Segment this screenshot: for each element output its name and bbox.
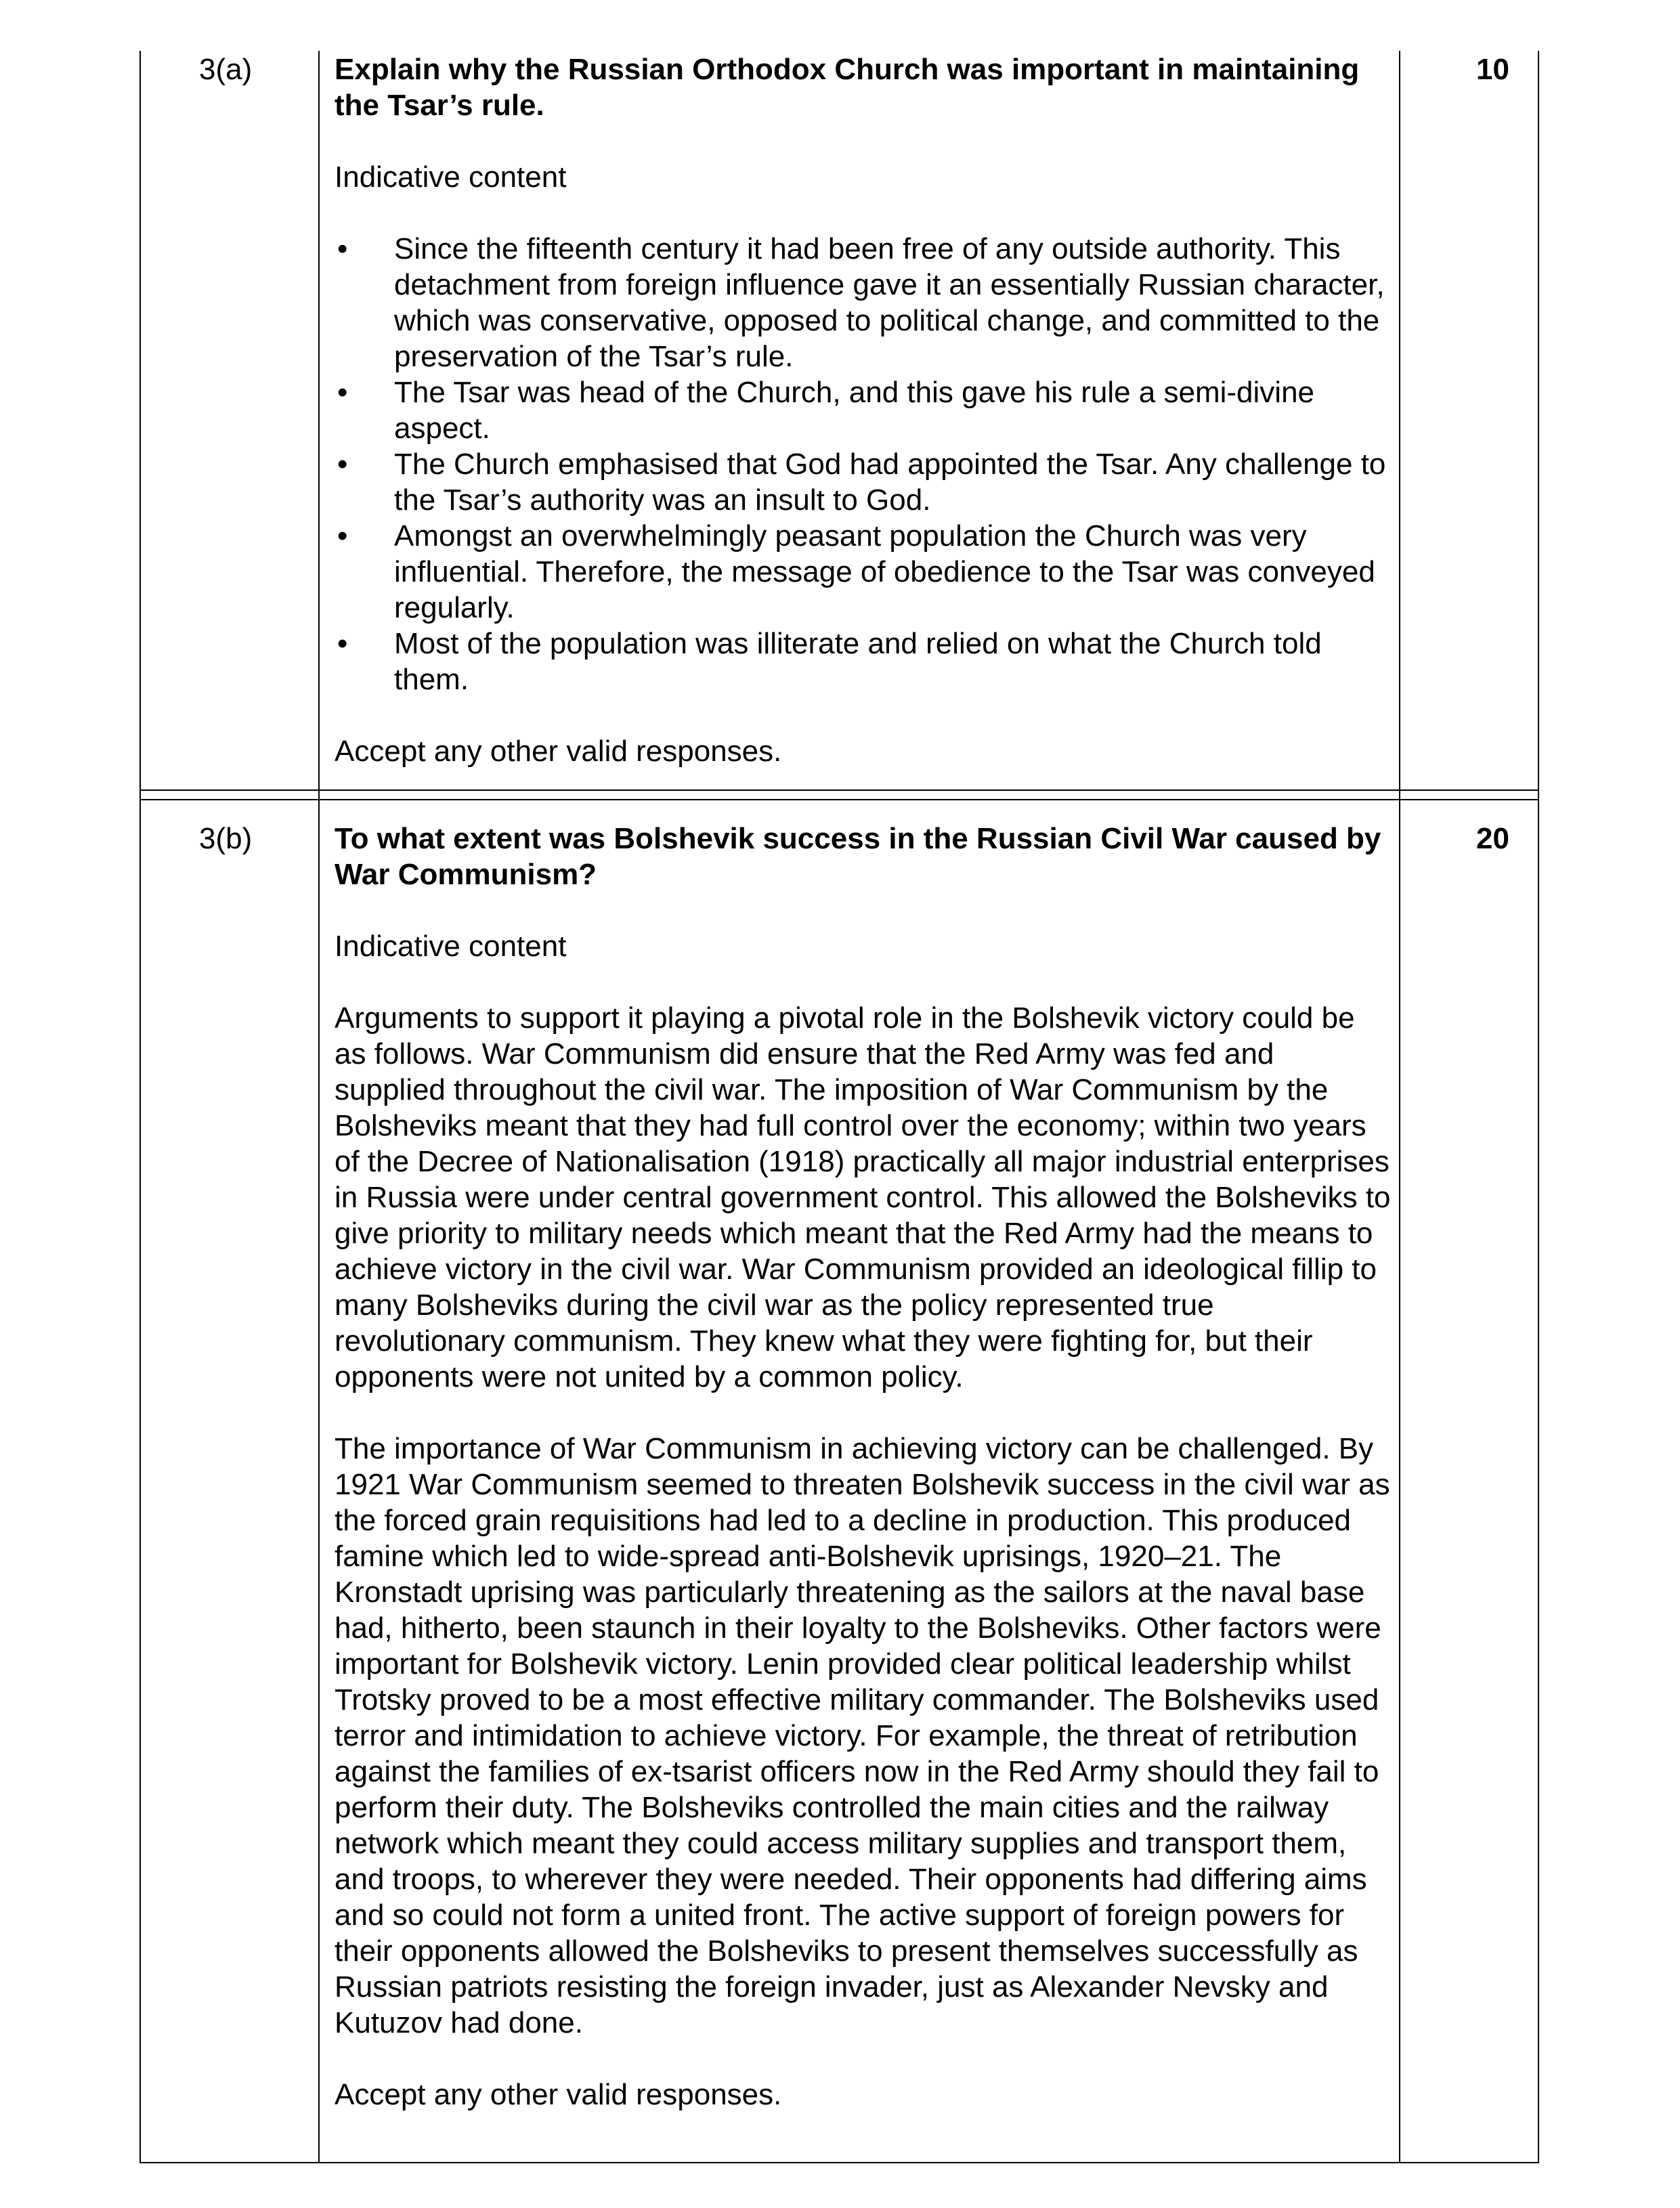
bullet-item: • The Tsar was head of the Church, and this gave his rule a semi-divine aspect. <box>337 376 1315 445</box>
table-border-bottom <box>139 2162 1539 2163</box>
question-content <box>335 51 1391 769</box>
bullet-icon: • <box>337 376 348 409</box>
answer-paragraph: The importance of War Communism in achieving victory can be challenged. By 1921 War Communism seemed to threaten Bolshevik success in the civil war as the forced grain requisitions had led to a decline in production. This produced famine which led to wide-spread anti-Bolshevik uprisings, 1920–21. The Kronstadt uprising was particularly threatening as the sailors at the naval base had, hitherto, been staunch in their loyalty to the Bolsheviks. Other factors were important for Bolshevik victory. Lenin provided clear political leadership whilst Trotsky proved to be a most effective military commander. The Bolsheviks used terror and intimidation to achieve victory. For example, the threat of retribution against the families of ex-tsarist officers now in the Red Army should they fail to perform their duty. The Bolsheviks controlled the main cities and the railway network which meant they could access military supplies and transport them, and troops, to wherever they were needed. Their opponents had differing aims and so could not form a united front. The active support of foreign powers for their opponents allowed the Bolsheviks to present themselves successfully as Russian patriots resisting the foreign invader, just as Alexander Nevsky and Kutuzov had done. <box>335 1432 1390 2039</box>
question-number: 3(b) <box>199 822 253 855</box>
indicative-content-label: Indicative content <box>335 160 567 194</box>
table-divider-2 <box>1399 51 1400 2163</box>
question-marks: 20 <box>1476 822 1509 855</box>
question-title: Explain why the Russian Orthodox Church was important in maintaining the Tsar’s rule. <box>335 53 1360 122</box>
bullet-item: • Amongst an overwhelmingly peasant population the Church was very influential. Therefore, the message of obedience to the Tsar was conveyed regularly. <box>337 519 1375 624</box>
bullet-icon: • <box>337 627 348 660</box>
question-marks: 10 <box>1476 53 1509 86</box>
closing-note: Accept any other valid responses. <box>335 735 782 768</box>
indicative-content-label: Indicative content <box>335 930 567 963</box>
bullet-icon: • <box>337 232 348 265</box>
closing-note: Accept any other valid responses. <box>335 2078 782 2111</box>
bullet-list <box>335 231 1391 697</box>
table-border-left <box>139 51 141 2163</box>
table-divider-1 <box>318 51 320 2163</box>
bullet-icon: • <box>337 448 348 481</box>
table-border-right <box>1538 51 1539 2163</box>
answer-paragraph: Arguments to support it playing a pivotal role in the Bolshevik victory could be as follows. War Communism did ensure that the Red Army was fed and supplied throughout the civil war. The imposition of War Communism by the Bolsheviks meant that they had full control over the economy; within two years of the Decree of Nationalisation (1918) practically all major industrial enterprises in Russia were under central government control. This allowed the Bolsheviks to give priority to military needs which meant that the Red Army had the means to achieve victory in the civil war. War Communism provided an ideological fillip to many Bolsheviks during the civil war as the policy represented true revolutionary communism. They knew what they were fighting for, but their opponents were not united by a common policy. <box>335 1001 1391 1393</box>
bullet-item: • The Church emphasised that God had appointed the Tsar. Any challenge to the Tsar’s authority was an insult to God. <box>337 448 1386 517</box>
bullet-icon: • <box>337 519 348 553</box>
bullet-item: • Since the fifteenth century it had been free of any outside authority. This detachment from foreign influence gave it an essentially Russian character, which was conservative, opposed to political change, and committed to the preservation of the Tsar’s rule. <box>337 232 1385 373</box>
row-divider-top <box>139 789 1539 791</box>
question-content <box>335 821 1391 2113</box>
row-divider-bottom <box>139 799 1539 800</box>
question-title: To what extent was Bolshevik success in the Russian Civil War caused by War Communism? <box>335 822 1381 891</box>
bullet-item: • Most of the population was illiterate and relied on what the Church told them. <box>337 627 1322 696</box>
question-number: 3(a) <box>199 53 253 86</box>
